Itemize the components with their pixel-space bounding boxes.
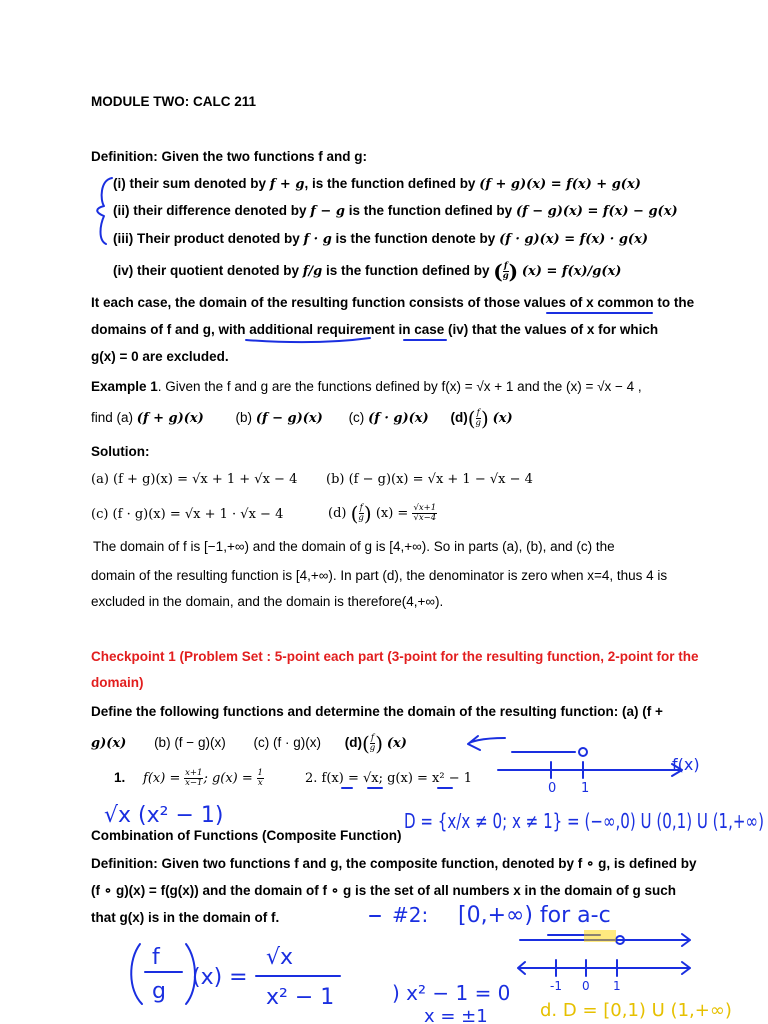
example-1-statement: Example 1. Given the f and g are the functions defined by f(x) = √x + 1 and the (x) = √x − 4 , [91, 379, 642, 394]
composite-definition-3: that g(x) is in the domain of f. [91, 910, 280, 925]
checkpoint-instructions: Define the following functions and determine the domain of the resulting function: (a) (f + [91, 704, 663, 719]
hw-one: 1 [581, 781, 590, 796]
problem-1: 1. f(x) = $\frac{x+1}{x-1}$ ; g(x) = $\frac{1}{x}$ [114, 768, 263, 788]
solution-a: (a) (f + g)(x) = √x + 1 + √x − 4 [91, 472, 298, 487]
definition-item-1: (i) their sum denoted by f + g, is the function defined by (f + g)(x) = f(x) + g(x) [113, 176, 641, 192]
hw-fx: f(x) [672, 755, 700, 774]
definition-item-2: (ii) their difference denoted by f − g is the function defined by (f − g)(x) = f(x) − g(x) [113, 203, 678, 219]
hw-quotient-g: g [152, 979, 166, 1004]
hw-domain-1: D = {x/x ≠ 0; x ≠ 1} = (−∞,0) U (0,1) U (1,+∞) [404, 809, 764, 833]
hw-quotient-num: √x [266, 945, 294, 970]
hw-quotient-x: (x) = [192, 965, 248, 990]
definition-note-2: domains of f and g, with additional requirement in case (iv) that the values of x for which [91, 322, 659, 337]
hw-solution: x = ±1 [424, 1006, 488, 1024]
highlight-mark [584, 930, 616, 942]
definition-note-3: g(x) = 0 are excluded. [91, 349, 229, 364]
example-1-find: find (a) (f + g)(x) (b) (f − g)(x) (c) (f · g)(x) (d)( $\frac{f}{g}$ ) (x) [91, 406, 513, 431]
hw-neg-one: -1 [550, 979, 562, 993]
number-line-1 [498, 764, 682, 776]
arrow-mark [468, 736, 505, 750]
solution-paragraph-1: The domain of f is [−1,+∞) and the domain of g is [4,+∞). So in parts (a), (b), and (c) the [93, 539, 615, 554]
hw-zero: 0 [548, 781, 557, 796]
hw-quotient-den: x² − 1 [266, 985, 335, 1010]
hw-n0: 0 [582, 979, 590, 993]
problem-2: 2. f(x) = √x; g(x) = x² − 1 [305, 771, 473, 786]
solution-b: (b) (f − g)(x) = √x + 1 − √x − 4 [326, 472, 533, 487]
checkpoint-title-2: domain) [91, 675, 144, 690]
checkpoint-parts: g)(x) (b) (f − g)(x) (c) (f · g)(x) (d)( $\frac{f}{g}$ ) (x) [91, 731, 407, 756]
open-circle-1 [579, 748, 587, 756]
definition-intro: Definition: Given the two functions f and g: [91, 149, 367, 164]
solution-c: (c) (f · g)(x) = √x + 1 · √x − 4 [91, 507, 284, 522]
composite-definition-1: Definition: Given two functions f and g, the composite function, denoted by f ∘ g, is defined by [91, 856, 697, 871]
solution-d: (d) ( $\frac{f}{g}$ ) (x) = $\frac{√x+1}{√x-4}$ [328, 501, 437, 526]
page-title: MODULE TWO: CALC 211 [91, 94, 257, 109]
brace-mark [97, 178, 112, 244]
underline-additional-requirement [246, 338, 370, 342]
definition-item-3: (iii) Their product denoted by f · g is the function denote by (f · g)(x) = f(x) · g(x) [113, 231, 648, 247]
solution-label: Solution: [91, 444, 150, 459]
hw-n1: 1 [613, 979, 621, 993]
hw-interval: [0,+∞) for a-c [458, 903, 611, 928]
number-line-2 [518, 962, 690, 974]
checkpoint-title-1: Checkpoint 1 (Problem Set : 5-point each part (3-point for the resulting function, 2-point for the [91, 649, 699, 664]
hw-quotient-f: f [152, 945, 160, 970]
composite-definition-2: (f ∘ g)(x) = f(g(x)) and the domain of f ∘ g is the set of all numbers x in the domain of g such [91, 883, 677, 898]
hw-hash-2: #2: [392, 903, 429, 927]
definition-note-1: It each case, the domain of the resulting function consists of those values of x common to the [91, 295, 695, 310]
hw-domain-d: d. D = [0,1) U (1,+∞) [540, 1000, 732, 1021]
solution-paragraph-3: excluded in the domain, and the domain is therefore(4,+∞). [91, 594, 444, 609]
definition-item-4: (iv) their quotient denoted by f/g is the function defined by ( $\frac{f}{g}$ ) (x) = f(x)/g(x) [113, 259, 622, 284]
hw-equation: ) x² − 1 = 0 [392, 981, 511, 1005]
solution-paragraph-2: domain of the resulting function is [4,+∞). In part (d), the denominator is zero when x=4, thus 4 is [91, 568, 668, 583]
hw-product: √x (x² − 1) [104, 803, 224, 828]
composite-title: Combination of Functions (Composite Function) [91, 828, 402, 843]
